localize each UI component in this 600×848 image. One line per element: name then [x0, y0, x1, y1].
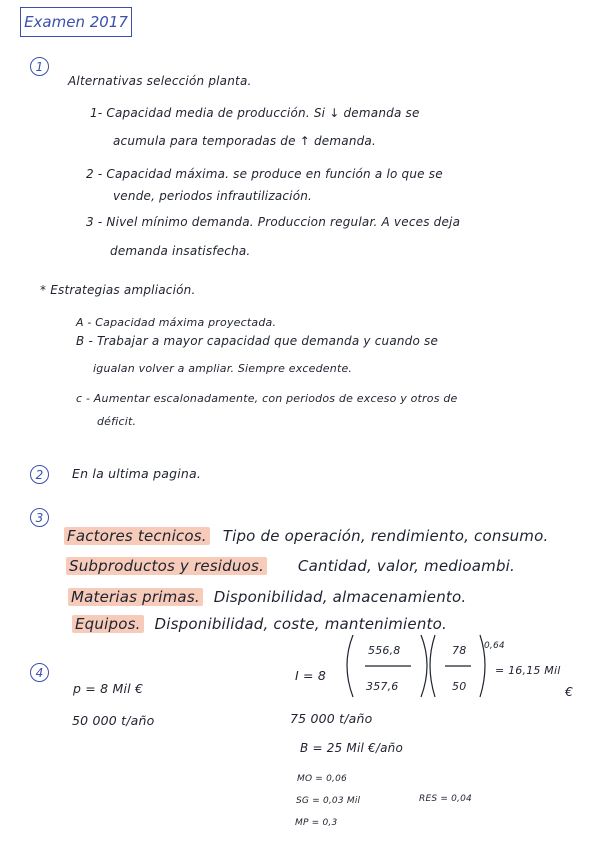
capacity-2-value: 75 000 t/año	[290, 711, 373, 726]
price-value: p = 8 Mil €	[73, 681, 144, 696]
strategies-heading: * Estrategias ampliación.	[40, 283, 196, 297]
strategy-a-line1: A - Capacidad máxima proyectada.	[76, 316, 277, 329]
alternative-2-line2: vende, periodos infrautilización.	[113, 189, 313, 203]
strategy-b-line1: B - Trabajar a mayor capacidad que demanda y cuando se	[76, 334, 439, 348]
mo-value: MO = 0,06	[297, 774, 347, 784]
factor-label: Factores tecnicos.	[64, 527, 210, 545]
fraction-2-numerator: 78	[452, 644, 467, 657]
factor-row	[68, 588, 466, 606]
fraction-1-numerator: 556,8	[368, 644, 401, 657]
formula-brackets	[285, 625, 525, 705]
factor-detail: Cantidad, valor, medioambi.	[297, 557, 516, 575]
factor-detail: Disponibilidad, almacenamiento.	[213, 588, 467, 606]
alternative-3-line2: demanda insatisfecha.	[110, 244, 251, 258]
section-number-1: 1	[30, 57, 49, 76]
b-value: B = 25 Mil €/año	[300, 741, 404, 755]
section-number-2: 2	[30, 465, 49, 484]
factor-row	[66, 557, 515, 575]
factor-detail: Tipo de operación, rendimiento, consumo.	[222, 527, 549, 545]
alternative-1-line2: acumula para temporadas de ↑ demanda.	[113, 134, 377, 148]
section-2-text: En la ultima pagina.	[72, 466, 202, 481]
sg-value: SG = 0,03 Mil	[296, 796, 361, 806]
alternative-1-line1: 1- Capacidad media de producción. Si ↓ demanda se	[90, 106, 420, 120]
formula-result-unit: €	[565, 684, 574, 699]
factor-detail: Disponibilidad, coste, mantenimiento.	[154, 615, 447, 633]
res-value: RES = 0,04	[419, 794, 472, 804]
factor-label: Materias primas.	[68, 588, 203, 606]
fraction-1-denominator: 357,6	[366, 680, 399, 693]
formula-result: = 16,15 Mil	[495, 664, 561, 677]
page-title: Examen 2017	[20, 7, 132, 37]
factor-label: Subproductos y residuos.	[66, 557, 267, 575]
formula-exponent: 0,64	[484, 641, 505, 651]
capacity-value: 50 000 t/año	[72, 713, 155, 728]
section-number-3: 3	[30, 508, 49, 527]
factor-label: Equipos.	[72, 615, 144, 633]
section-1-heading: Alternativas selección planta.	[68, 74, 252, 88]
fraction-2-denominator: 50	[452, 680, 467, 693]
alternative-3-line1: 3 - Nivel mínimo demanda. Produccion regular. A veces deja	[86, 215, 461, 229]
strategy-c-line2: déficit.	[97, 415, 137, 428]
strategy-c-line1: c - Aumentar escalonadamente, con periodos de exceso y otros de	[76, 392, 458, 405]
mp-value: MP = 0,3	[295, 818, 338, 828]
factor-row	[64, 527, 548, 545]
strategy-b-line2: igualan volver a ampliar. Siempre excedente.	[93, 362, 353, 375]
formula-lhs: I = 8	[295, 668, 327, 683]
alternative-2-line1: 2 - Capacidad máxima. se produce en función a lo que se	[86, 167, 443, 181]
section-number-4: 4	[30, 663, 49, 682]
